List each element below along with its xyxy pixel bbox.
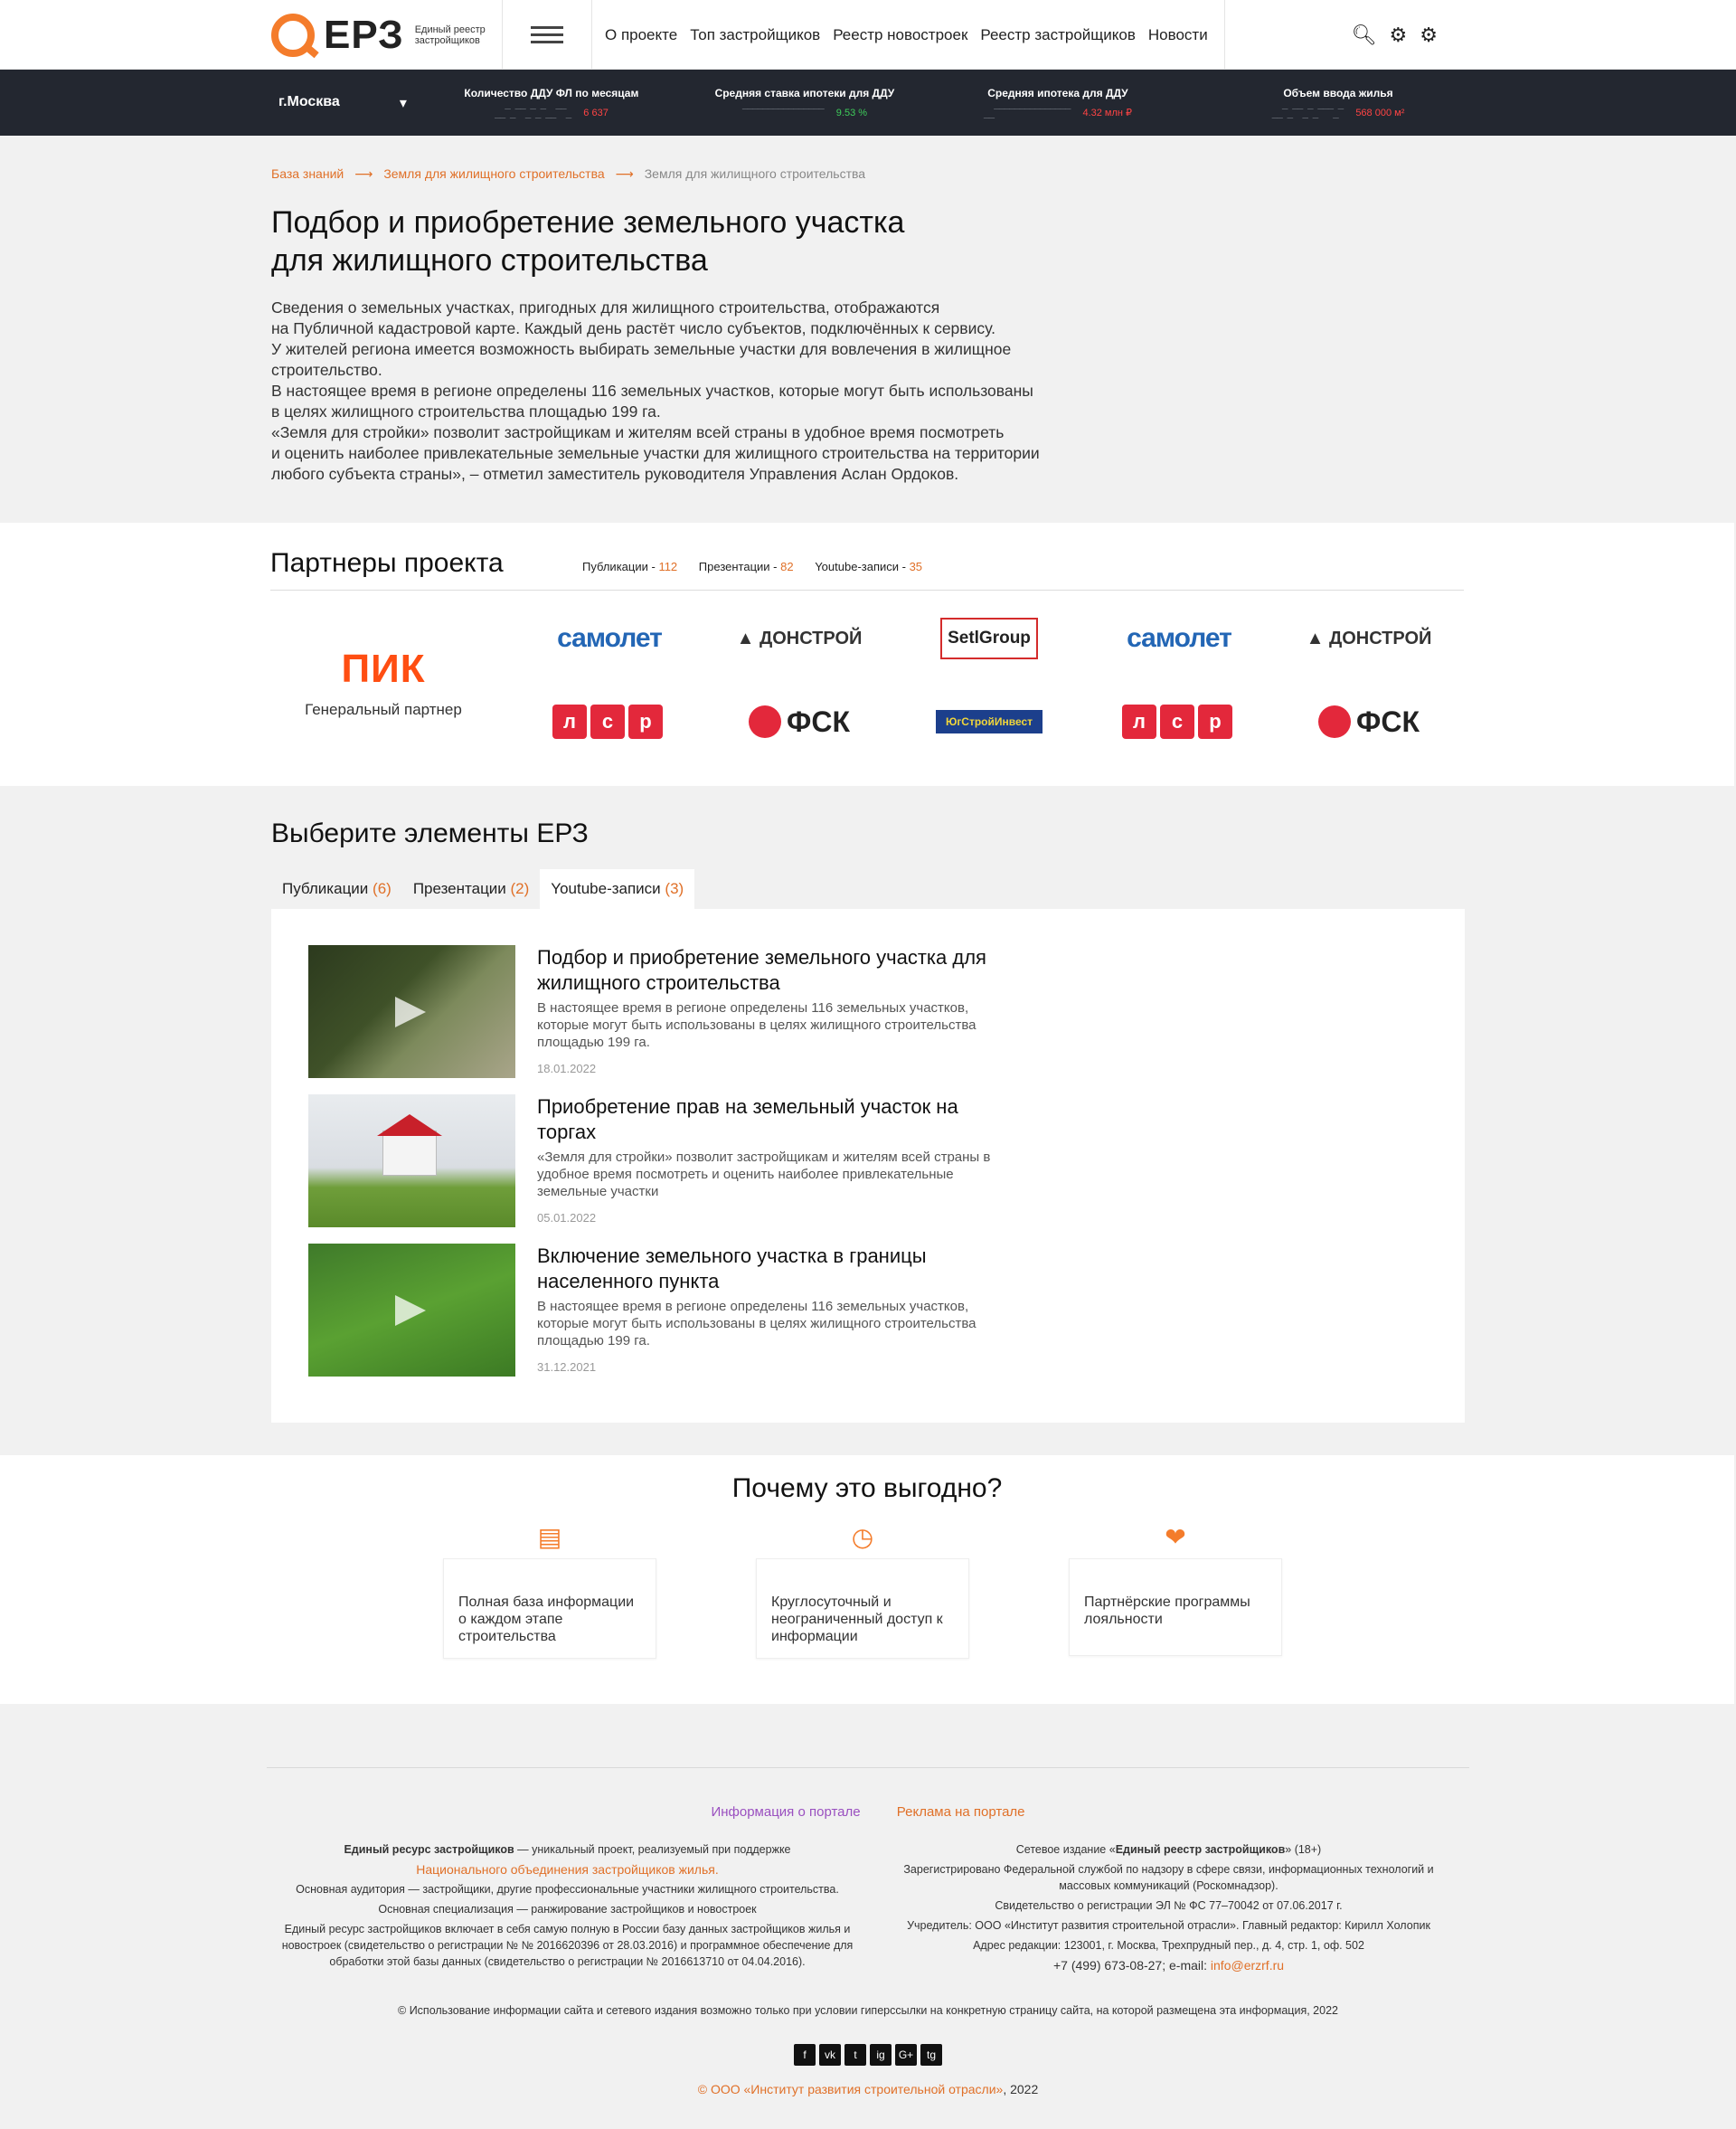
benefit-card: [756, 1522, 969, 1659]
stat-value: 4.32 млн ₽: [1082, 108, 1133, 118]
article: [271, 136, 1465, 523]
stat-mortgage-rate[interactable]: [678, 87, 931, 118]
video-title[interactable]: Подбор и приобретение земельного участка для жилищного строительства: [537, 946, 986, 994]
city-select-value: г.Москва: [278, 93, 340, 109]
intro-line: строительство.: [271, 361, 382, 379]
breadcrumb-knowledge-base[interactable]: База знаний: [271, 166, 344, 181]
donstroy-logo[interactable]: ▲ ДОНСТРОЙ: [736, 628, 863, 648]
site-logo[interactable]: [271, 0, 502, 70]
site-footer: [0, 1704, 1736, 2096]
breadcrumb-current: Земля для жилищного строительства: [644, 166, 866, 181]
telegram-icon[interactable]: tg: [920, 2044, 942, 2066]
nav-new-buildings[interactable]: Реестр новостроек: [833, 25, 968, 43]
header-icons: [1352, 24, 1438, 47]
chevron-down-icon: ▾: [399, 95, 407, 111]
benefit-text: Партнёрские программы лояльности: [1069, 1558, 1282, 1656]
fsk-logo[interactable]: ФСК: [1274, 694, 1464, 750]
clock-icon: ◷: [851, 1523, 874, 1551]
video-description: В настоящее время в регионе определены 116 земельных участков, которые могут быть использованы в целях жилищного строительства площадью 199 га.: [537, 1000, 976, 1050]
twitter-icon[interactable]: t: [844, 2044, 866, 2066]
samolet-logo[interactable]: самолет: [557, 623, 662, 653]
page-title: Подбор и приобретение земельного участка для жилищного строительства: [271, 205, 905, 278]
social-links: [0, 2044, 1736, 2066]
video-title[interactable]: Включение земельного участка в границы населенного пункта: [537, 1244, 927, 1292]
video-description: «Земля для стройки» позволит застройщикам и жителям всей страны в удобное время посмотреть и оценить наиболее привлекательные земельные участки: [537, 1150, 991, 1199]
video-thumbnail[interactable]: [308, 1094, 515, 1227]
play-icon[interactable]: [395, 1295, 426, 1326]
footer-link-advertising[interactable]: Реклама на портале: [896, 1804, 1025, 1820]
stat-title: Объем ввода жилья: [1283, 87, 1393, 99]
intro-line: «Земля для стройки» позволит застройщикам и жителям всей страны в удобное время посмотреть: [271, 423, 1005, 441]
sparkline-icon: __‾_‾‾_‾_‾‾‾_‾: [1271, 107, 1344, 118]
logo-q-icon: [271, 14, 315, 57]
arrow-right-icon: ⟶: [615, 166, 634, 181]
intro-line: У жителей региона имеется возможность выбирать земельные участки для вовлечения в жилищное: [271, 340, 1012, 358]
instagram-icon[interactable]: ig: [870, 2044, 892, 2066]
video-thumbnail[interactable]: [308, 1244, 515, 1377]
google-plus-icon[interactable]: G+: [895, 2044, 917, 2066]
footer-notice: © Использование информации сайта и сетевого издания возможно только при условии гиперссылки на конкретную страницу сайта, на которой размещена эта информация, 2022: [398, 2004, 1338, 2017]
arrow-right-icon: ⟶: [354, 166, 373, 181]
facebook-icon[interactable]: f: [794, 2044, 816, 2066]
stat-title: Средняя ставка ипотеки для ДДУ: [714, 87, 895, 99]
benefit-card: [1069, 1522, 1282, 1659]
video-description: В настоящее время в регионе определены 116 земельных участков, которые могут быть использованы в целях жилищного строительства площадью 199 га.: [537, 1299, 976, 1348]
tab-publications[interactable]: Публикации (6): [282, 880, 392, 897]
video-date: 31.12.2021: [537, 1360, 597, 1374]
stat-value: 568 000 м²: [1355, 108, 1405, 118]
video-item[interactable]: [308, 1094, 1429, 1227]
logo-subtitle: Единый реестр застройщиков: [414, 24, 486, 46]
general-partner[interactable]: [270, 610, 496, 750]
general-partner-caption: Генеральный партнер: [305, 701, 462, 718]
intro-line: на Публичной кадастровой карте. Каждый день растёт число субъектов, подключённых к сервису.: [271, 319, 995, 337]
partners-tabs: [582, 560, 940, 579]
main-nav: [592, 0, 1225, 70]
search-icon[interactable]: 🔍︎: [1351, 23, 1377, 46]
videos-panel: [271, 909, 1465, 1423]
stat-value: 6 637: [583, 108, 609, 118]
nav-developer-registry[interactable]: Реестр застройщиков: [980, 25, 1136, 43]
lsr-logo[interactable]: л с р: [1084, 694, 1274, 750]
play-icon[interactable]: [395, 997, 426, 1027]
yugstroyinvest-logo[interactable]: ЮгСтройИнвест: [894, 694, 1084, 750]
intro-line: в целях жилищного строительства площадью 199 га.: [271, 402, 661, 421]
handshake-icon: ❤: [1165, 1523, 1186, 1551]
logo-text: ЕРЗ: [324, 12, 404, 57]
lsr-logo[interactable]: л с р: [514, 694, 704, 750]
intro-line: любого субъекта страны», – отметил заместитель руководителя Управления Аслан Ордоков.: [271, 465, 959, 483]
breadcrumb: [271, 136, 1465, 182]
benefit-text: Полная база информации о каждом этапе строительства: [443, 1558, 656, 1659]
settings-icon[interactable]: ⚙: [1389, 23, 1408, 46]
donstroy-logo[interactable]: ▲ ДОНСТРОЙ: [1306, 628, 1432, 648]
partners-section: [0, 523, 1734, 786]
why-title: Почему это выгодно?: [731, 1473, 1003, 1503]
setl-group-logo[interactable]: SetlGroup: [894, 610, 1084, 667]
partner-logos: [514, 610, 1464, 750]
footer-copyright: © ООО «Институт развития строительной отрасли», 2022: [697, 2082, 1039, 2096]
partners-tab-youtube[interactable]: Youtube-записи - 35: [815, 560, 923, 573]
samolet-logo[interactable]: самолет: [1127, 623, 1231, 653]
site-header: [0, 0, 1736, 70]
intro-line: и оценить наиболее привлекательные земельные участки для жилищного строительства на территории: [271, 444, 1040, 462]
why-section: [0, 1455, 1734, 1704]
breadcrumb-land[interactable]: Земля для жилищного строительства: [383, 166, 605, 181]
choose-section: [271, 786, 1465, 1455]
menu-burger-button[interactable]: [502, 0, 592, 70]
partners-tab-presentations[interactable]: Презентации - 82: [698, 560, 794, 573]
partners-tab-publications[interactable]: Публикации - 112: [582, 560, 678, 573]
video-title[interactable]: Приобретение прав на земельный участок на торгах: [537, 1095, 958, 1143]
tab-youtube[interactable]: Youtube-записи (3): [540, 869, 694, 909]
benefit-card: [443, 1522, 656, 1659]
database-icon: ▤: [537, 1523, 562, 1551]
city-select[interactable]: [271, 94, 425, 112]
video-date: 18.01.2022: [537, 1062, 597, 1075]
footer-email-link[interactable]: info@erzrf.ru: [1210, 1958, 1285, 1973]
stat-title: Средняя ипотека для ДДУ: [987, 87, 1128, 99]
vk-icon[interactable]: vk: [819, 2044, 841, 2066]
nav-about[interactable]: О проекте: [605, 25, 678, 43]
footer-left: Единый ресурс застройщиков — уникальный проект, реализуемый при поддержке Национального объединения застройщиков жилья. Основная аудитория — застройщики, другие профессиональные участники жилищного строительства. Основная специализация — ранжирование застройщиков и новостроек Единый ресурс застройщиков включает в себя самую полную в России базу данных застройщиков жилья и новостроек (свидетельство о регистрации № № 2016620396 от 28.03.2016) и программное обеспечение для обработки этой базы данных (свидетельство о регистрации № 2016613710 от 04.04.2016).: [281, 1843, 854, 1968]
sparkline-icon: ‾‾‾‾‾‾‾‾‾‾‾‾‾‾‾‾: [741, 107, 824, 118]
article-intro: [271, 298, 1067, 523]
tab-presentations[interactable]: Презентации (2): [412, 880, 530, 897]
stat-housing-volume[interactable]: [1212, 87, 1465, 118]
footer-right: Сетевое издание «Единый реестр застройщиков» (18+) Зарегистрировано Федеральной службой по надзору в сфере связи, информационных технологий и массовых коммуникаций (Роскомнадзор). Свидетельство о регистрации ЭЛ № ФС 77–70042 от 07.06.2017 г. Учредитель: ООО «Институт развития строительной отрасли». Главный редактор: Кирилл Холопик Адрес редакции: 123001, г. Москва, Трехпрудный пер., д. 4, стр. 1, оф. 502 +7 (499) 673-08-27; e-mail: info@erzrf.ru: [903, 1843, 1434, 1973]
choose-tabs: [271, 869, 1465, 909]
video-date: 05.01.2022: [537, 1211, 597, 1225]
stats-bar: [0, 70, 1736, 136]
partners-title: Партнеры проекта: [270, 548, 504, 578]
sparkline-icon: __‾‾‾‾‾‾‾‾‾‾‾‾‾‾‾: [983, 107, 1071, 118]
footer-link-about[interactable]: Информация о портале: [711, 1804, 861, 1820]
intro-line: В настоящее время в регионе определены 116 земельных участков, которые могут быть использованы: [271, 382, 1033, 400]
stat-ddu-count[interactable]: [425, 87, 678, 118]
benefit-text: Круглосуточный и неограниченный доступ к информации: [756, 1558, 969, 1659]
stat-avg-mortgage[interactable]: [931, 87, 1184, 118]
intro-line: Сведения о земельных участках, пригодных для жилищного строительства, отображаются: [271, 298, 940, 317]
pik-logo: ПИК: [341, 647, 426, 691]
sparkline-icon: __‾_‾‾_‾_‾__‾‾_: [494, 107, 571, 118]
nav-top-developers[interactable]: Топ застройщиков: [690, 25, 821, 43]
video-item[interactable]: [308, 1244, 1429, 1377]
stat-value: 9.53 %: [835, 108, 868, 118]
nav-news[interactable]: Новости: [1147, 25, 1208, 43]
fsk-logo[interactable]: ФСК: [704, 694, 894, 750]
choose-title: Выберите элементы ЕРЗ: [271, 818, 589, 848]
stat-title: Количество ДДУ ФЛ по месяцам: [464, 87, 639, 99]
video-item[interactable]: [308, 945, 1429, 1078]
settings-alt-icon[interactable]: ⚙: [1420, 23, 1438, 46]
footer-org-link[interactable]: Национального объединения застройщиков жилья.: [416, 1862, 719, 1877]
copyright-org-link[interactable]: © ООО «Институт развития строительной отрасли»: [697, 2082, 1004, 2096]
video-thumbnail[interactable]: [308, 945, 515, 1078]
